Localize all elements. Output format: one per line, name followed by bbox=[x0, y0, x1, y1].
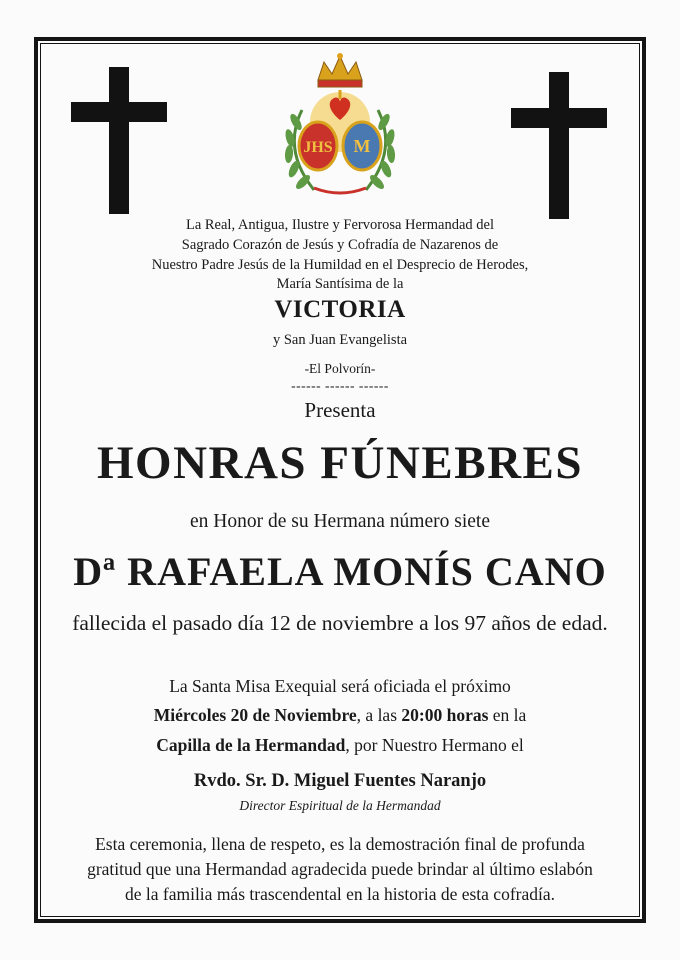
mass-line-3 bbox=[0, 735, 680, 756]
mass-line-1: La Santa Misa Exequial será oficiada el próximo bbox=[169, 676, 511, 696]
san-juan-line: y San Juan Evangelista bbox=[272, 332, 408, 348]
mass-date: Miércoles 20 de Noviembre bbox=[153, 705, 357, 725]
header-line-2: Sagrado Corazón de Jesús y Cofradía de Nazarenos de bbox=[181, 237, 499, 253]
cross-left-icon bbox=[71, 67, 167, 214]
victoria-heading: VICTORIA bbox=[274, 296, 406, 323]
svg-text:M: M bbox=[353, 136, 371, 156]
header-line-3: Nuestro Padre Jesús de la Humildad en el Desprecio de Herodes, bbox=[151, 257, 529, 273]
fallecida-line: fallecida el pasado día 12 de noviembre a los 97 años de edad. bbox=[72, 611, 608, 635]
header-line-4: María Santísima de la bbox=[276, 276, 404, 292]
separator: ------ ------ ------ bbox=[291, 378, 389, 393]
mass-time: 20:00 horas bbox=[401, 705, 489, 725]
page-title: HONRAS FÚNEBRES bbox=[96, 437, 584, 489]
honor-line: en Honor de su Hermana número siete bbox=[190, 511, 490, 532]
priest-role: Director Espiritual de la Hermandad bbox=[239, 798, 441, 813]
mass-place-tail: , por Nuestro Hermano el bbox=[345, 735, 524, 755]
presenta-line: Presenta bbox=[304, 398, 376, 422]
brotherhood-emblem-icon bbox=[274, 50, 406, 200]
mass-end: en la bbox=[488, 705, 527, 725]
cross-right-icon bbox=[511, 72, 607, 219]
svg-text:JHS: JHS bbox=[303, 139, 333, 156]
mass-mid: , a las bbox=[356, 705, 402, 725]
mass-place: Capilla de la Hermandad bbox=[156, 735, 346, 755]
priest-name: Rvdo. Sr. D. Miguel Fuentes Naranjo bbox=[193, 771, 487, 791]
deceased-name: Dª RAFAELA MONÍS CANO bbox=[73, 549, 607, 594]
closing-paragraph: Esta ceremonia, llena de respeto, es la demostración final de profunda gratitud que una Hermandad agradecida puede brindar al último eslabón de la familia más trascendental en la historia de esta cofradía. bbox=[87, 834, 593, 904]
mass-line-2 bbox=[0, 705, 680, 726]
header-line-1: La Real, Antigua, Ilustre y Fervorosa Hermandad del bbox=[185, 217, 495, 233]
polvorin-line: -El Polvorín- bbox=[304, 361, 376, 376]
